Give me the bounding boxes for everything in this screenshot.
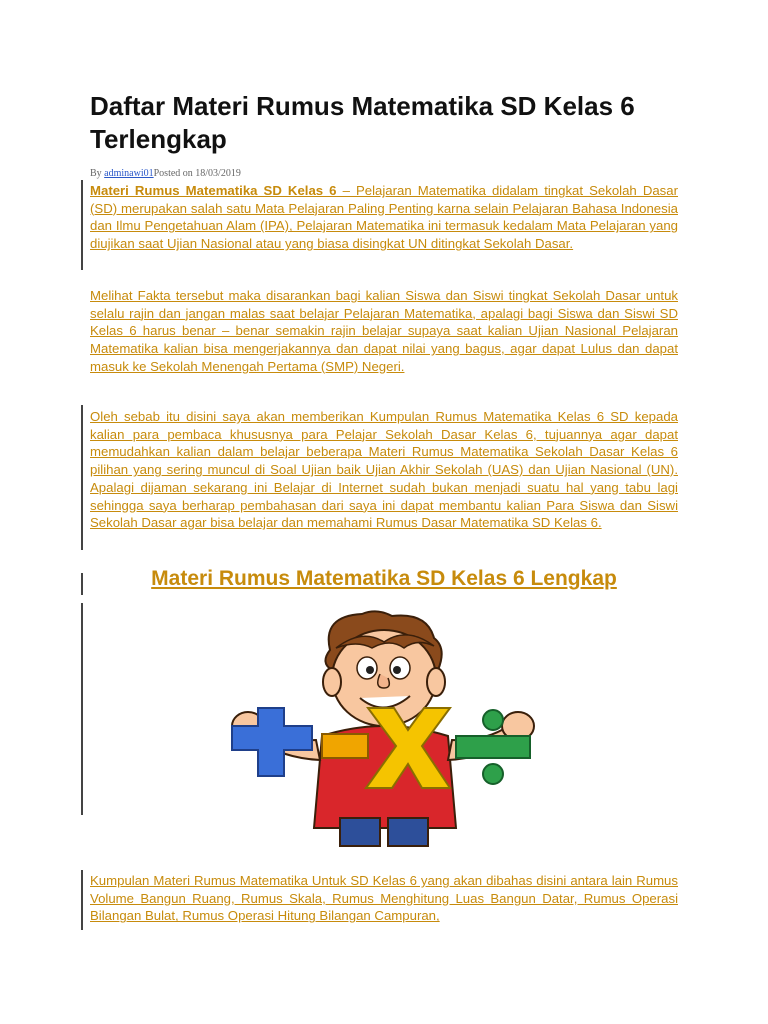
article-title: Daftar Materi Rumus Matematika SD Kelas 6 Terlengkap [90,91,635,154]
post-meta [90,168,241,180]
intro-bold-link[interactable]: Materi Rumus Matematika SD Kelas 6 [90,183,337,198]
quote-bar [81,603,83,815]
quote-bar [81,573,83,595]
quote-bar [81,870,83,930]
intro-text: – Pelajaran Matematika didalam tingkat Sekolah Dasar (SD) merupakan salah satu Mata Pelajaran Paling Penting karna selain Pelajaran Bahasa Indonesia dan Ilmu Pengetahuan Alam (IPA), Pelajaran Matematika ini termasuk kedalam Mata Pelajaran yang diujikan saat Ujian Nasional atau yang biasa disingkat UN ditingkat Sekolah Dasar. [90,183,679,252]
paragraph-3[interactable]: Oleh sebab itu disini saya akan memberikan Kumpulan Rumus Matematika Kelas 6 SD kepada kalian para pembaca khususnya para Pelajar Sekolah Dasar Kelas 6, tujuannya agar dapat memudahkan kalian dalam belajar beberapa Materi Rumus Matematika Sekolah Dasar Kelas 6 pilihan yang sering muncul di Soal Ujian baik Ujian Akhir Sekolah (UAS) dan Ujian Nasional (UN). Apalagi dijaman sekarang ini Belajar di Internet sudah bukan menjadi suatu hal yang tabu lagi sehingga saya berharap pembahasan dari saya ini dapat membantu kalian Para Siswa dan Siswi Sekolah Dasar agar bisa belajar dan memahami Rumus Dasar Matematika SD Kelas 6. [90,409,678,531]
section-heading[interactable]: Materi Rumus Matematika SD Kelas 6 Lengkap [151,567,617,590]
boy-holding-math-symbols-icon [212,608,552,848]
quote-bar [81,405,83,550]
paragraph-intro[interactable] [90,182,678,253]
quote-bar [81,180,83,270]
meta-by: By [90,168,105,179]
meta-posted: Posted on 18/03/2019 [153,168,241,179]
author-link[interactable]: adminawi01 [104,168,154,179]
paragraph-2[interactable]: Melihat Fakta tersebut maka disarankan bagi kalian Siswa dan Siswi tingkat Sekolah Dasar untuk selalu rajin dan jangan malas saat belajar Pelajaran Matematika, apalagi bagi Siswa dan Siswi SD Kelas 6 harus benar – benar semakin rajin belajar supaya saat kalian Ujian Nasional Pelajaran Matematika kalian bisa mengerjakannya dan dapat nilai yang bagus, agar dapat Lulus dan dapat masuk ke Sekolah Menengah Pertama (SMP) Negeri. [90,288,678,374]
paragraph-4[interactable]: Kumpulan Materi Rumus Matematika Untuk SD Kelas 6 yang akan dibahas disini antara lain Rumus Volume Bangun Ruang, Rumus Skala, Rumus Menghitung Luas Bangun Datar, Rumus Operasi Bilangan Bulat, Rumus Operasi Hitung Bilangan Campuran, [90,873,678,924]
